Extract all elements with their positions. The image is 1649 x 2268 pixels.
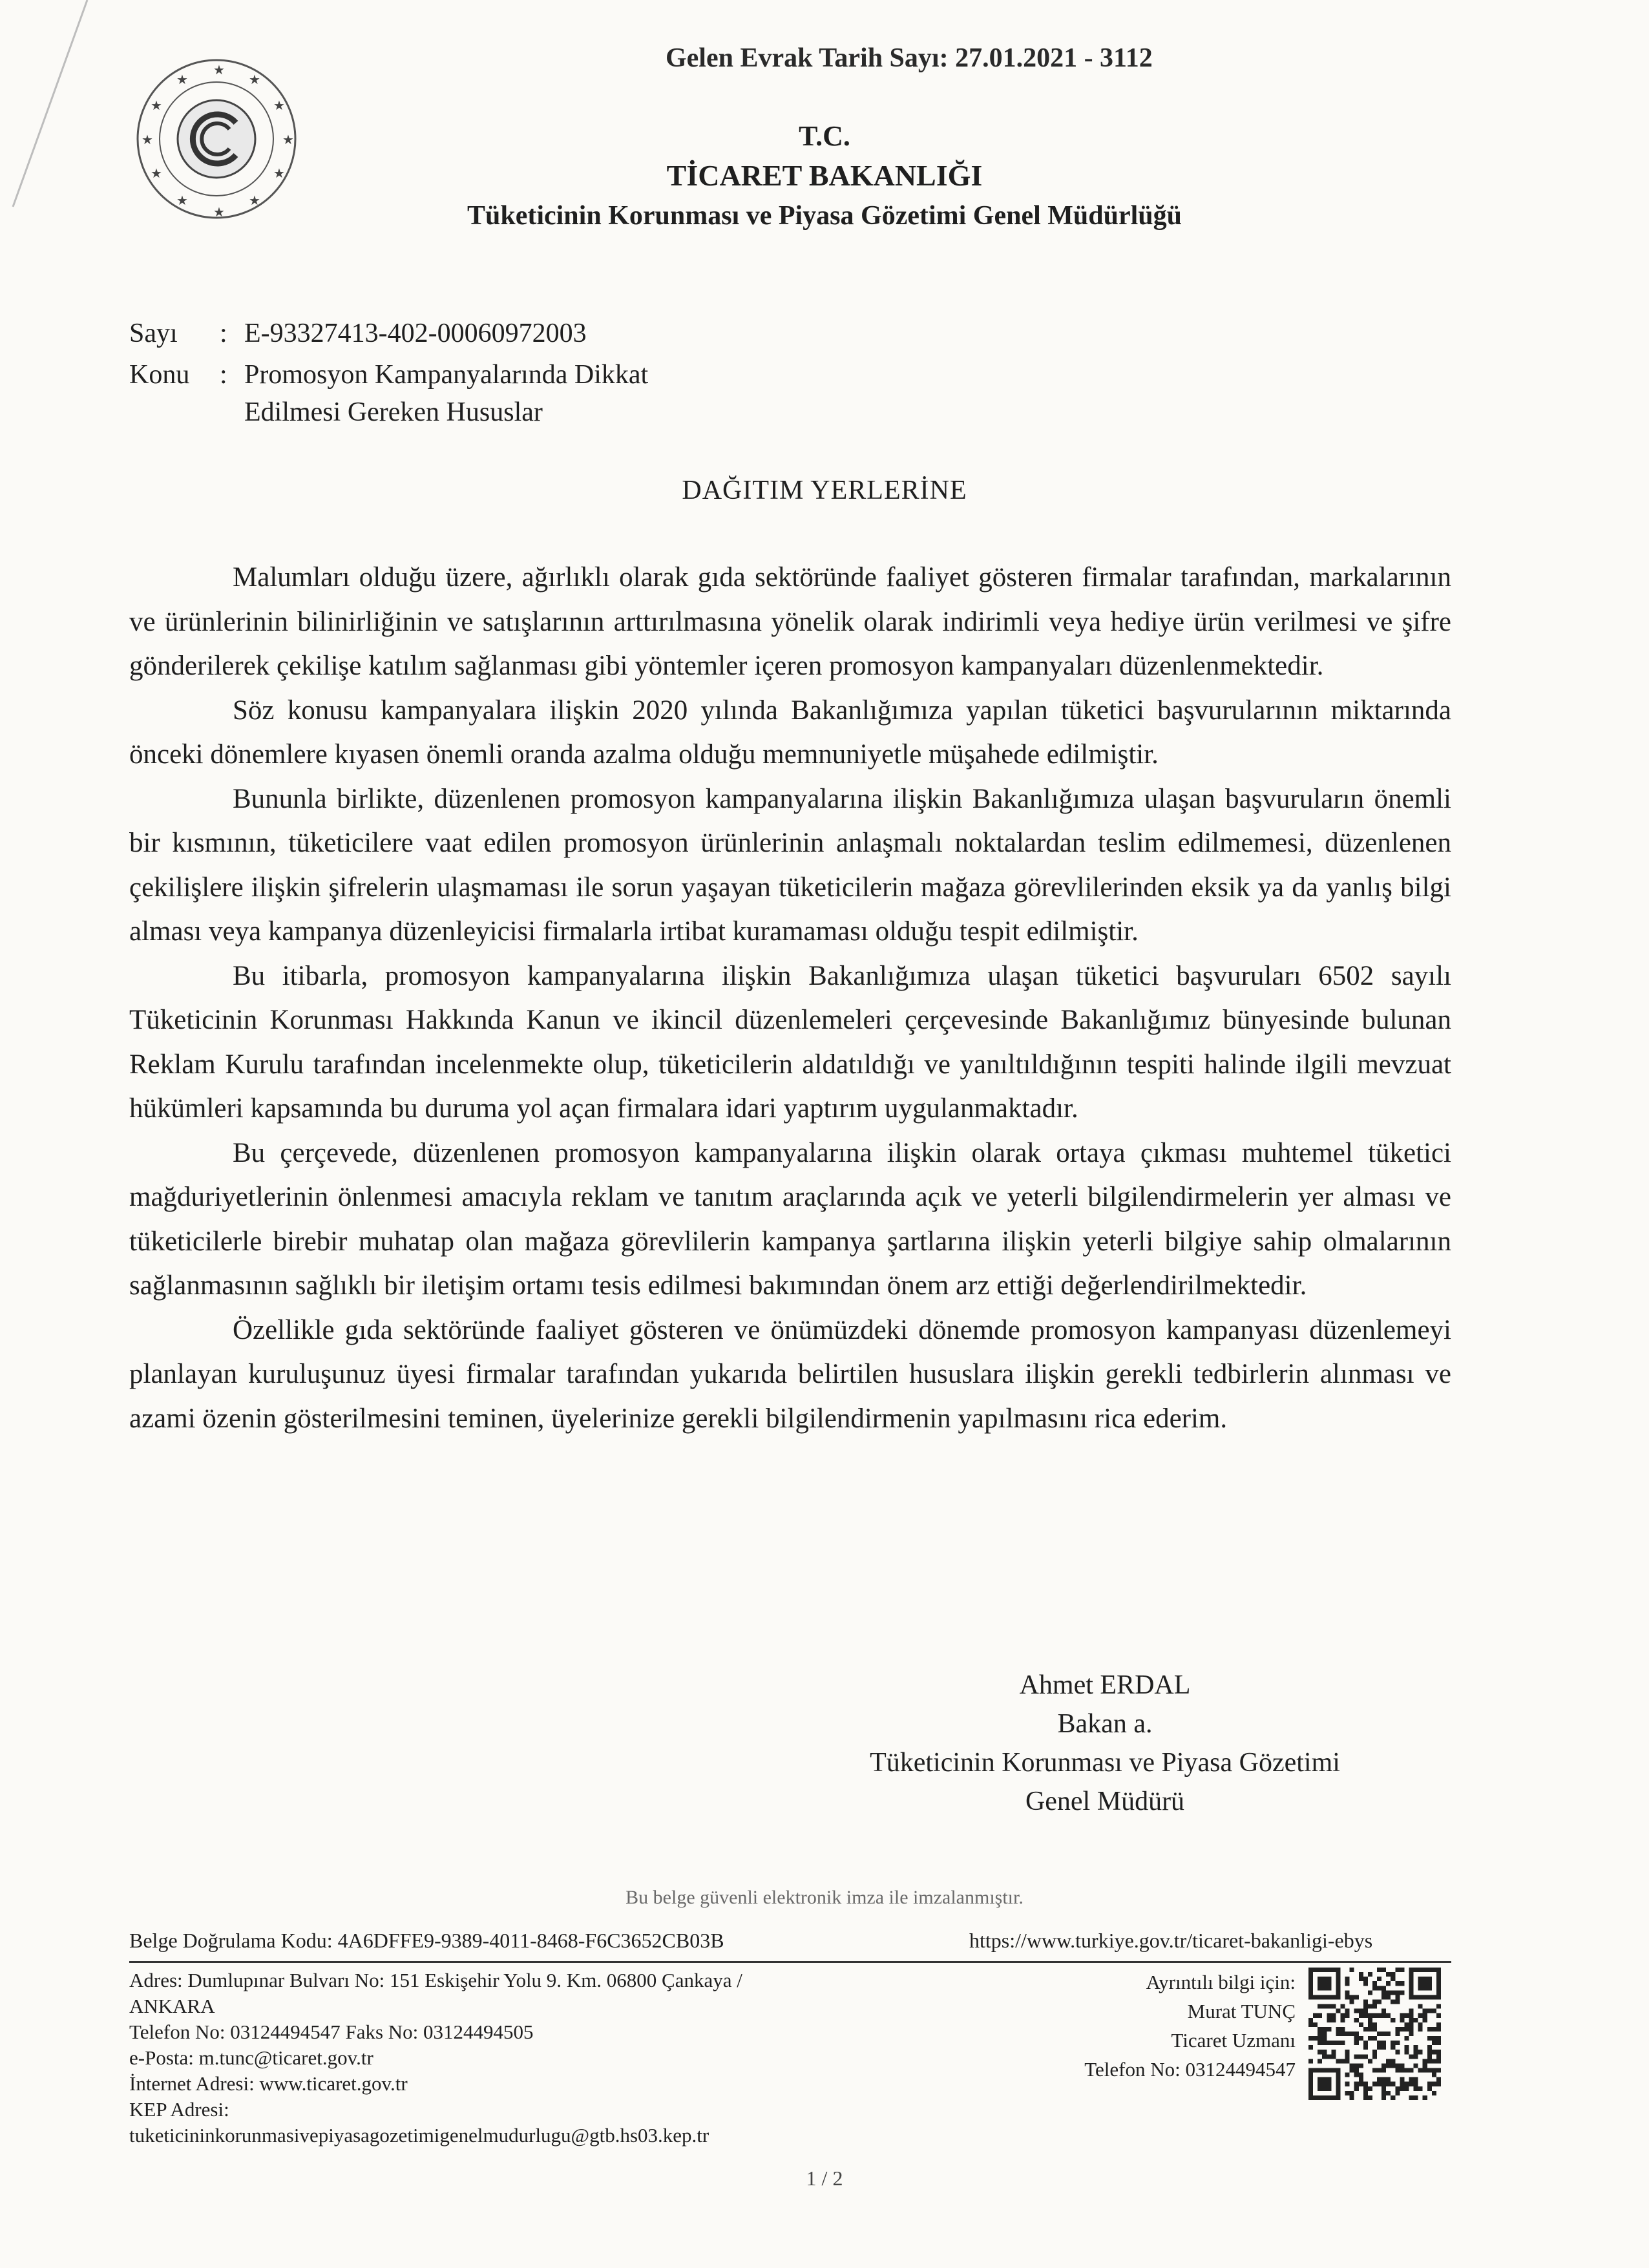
info-phone: Telefon No: 03124494547	[1084, 2058, 1296, 2081]
svg-text:★: ★	[176, 72, 188, 87]
info-label: Ayrıntılı bilgi için:	[1146, 1971, 1296, 1993]
kep-address[interactable]: tuketicininkorunmasivepiyasagozetimigenelmudurlugu@gtb.hs03.kep.tr	[129, 2124, 709, 2147]
body-paragraph: Bununla birlikte, düzenlenen promosyon kampanyalarına ilişkin Bakanlığımıza ulaşan başvuruların önemli bir kısmının, tüketicilere vaat edilen promosyon ürünlerinin anlaşmalı noktalardan teslim edilmemesi, düzenlenen çekilişlere ilişkin şifrelerin ulaşmaması ile sorun yaşayan tüketicilerin mağaza görevlilerinden eksik ya da yanlış bilgi alması veya kampanya düzenleyicisi firmalarla irtibat kuramaması olduğu tespit edilmiştir.	[129, 783, 1451, 947]
body-paragraph: Söz konusu kampanyalara ilişkin 2020 yılında Bakanlığımıza yapılan tüketici başvurularının miktarında önceki dönemlere kıyasen önemli oranda azalma olduğu memnuniyetle müşahede edilmiştir.	[129, 695, 1451, 770]
signatory-title-line-2: Genel Müdürü	[1025, 1787, 1185, 1816]
svg-text:★: ★	[176, 193, 188, 208]
verification-url[interactable]: https://www.turkiye.gov.tr/ticaret-bakanligi-ebys	[969, 1929, 1373, 1952]
qr-code-icon	[1308, 1968, 1441, 2100]
svg-text:★: ★	[213, 62, 225, 78]
body-paragraph: Özellikle gıda sektöründe faaliyet gösteren ve önümüzdeki dönemde promosyon kampanyası düzenlemeyi planlayan kuruluşunuz üyesi firmalar tarafından yukarıda belirtilen hususlara ilişkin gerekli tedbirlerin alınması ve azami özenin gösterilmesini teminen, üyelerinize gerekli bilgilendirmenin yapılmasını rica ederim.	[129, 1314, 1451, 1434]
phone-fax: Telefon No: 03124494547 Faks No: 03124494505	[129, 2021, 534, 2043]
svg-text:★: ★	[273, 165, 285, 181]
signatory-title-line-1: Tüketicinin Korunması ve Piyasa Gözetimi	[870, 1748, 1340, 1778]
number-label: Sayı	[129, 319, 178, 348]
svg-text:★: ★	[249, 72, 260, 87]
letter-body	[129, 556, 1451, 1441]
number-separator: :	[220, 319, 227, 348]
ministry-heading: TİCARET BAKANLIĞI	[666, 159, 983, 192]
republic-heading: T.C.	[799, 120, 850, 152]
address-line-1: Adres: Dumlupınar Bulvarı No: 151 Eskişehir Yolu 9. Km. 06800 Çankaya /	[129, 1969, 742, 1991]
distribution-heading: DAĞITIM YERLERİNE	[682, 476, 967, 505]
page-number: 1 / 2	[806, 2167, 843, 2190]
body-paragraph: Bu çerçevede, düzenlenen promosyon kampanyalarına ilişkin olarak ortaya çıkması muhtemel tüketici mağduriyetlerinin önlenmesi amacıyla reklam ve tanıtım araçlarında açık ve yeterli bilgilendirmelerin yer alması ve tüketicilerle birebir muhatap olan mağaza görevlilerin kampanya şartlarına ilişkin yeterli bilgiye sahip olmalarının sağlanmasının sağlıklı bir iletişim ortamı tesis edilmesi bakımından önem arz ettiği değerlendirilmektedir.	[129, 1137, 1451, 1301]
subject-line-1: Promosyon Kampanyalarında Dikkat	[244, 360, 649, 390]
info-name: Murat TUNÇ	[1187, 2000, 1296, 2022]
svg-text:★: ★	[151, 98, 162, 113]
email-address[interactable]: e-Posta: m.tunc@ticaret.gov.tr	[129, 2046, 373, 2069]
info-title: Ticaret Uzmanı	[1171, 2029, 1296, 2052]
subject-label: Konu	[129, 360, 190, 390]
directorate-heading: Tüketicinin Korunması ve Piyasa Gözetimi Genel Müdürlüğü	[467, 201, 1182, 231]
signatory-on-behalf: Bakan a.	[1057, 1709, 1153, 1739]
svg-text:★: ★	[282, 132, 294, 147]
subject-separator: :	[220, 360, 227, 390]
body-paragraph: Bu itibarla, promosyon kampanyalarına ilişkin Bakanlığımıza ulaşan tüketici başvuruları 6502 sayılı Tüketicinin Korunması Hakkında Kanun ve ikincil düzenlemeleri çerçevesinde Bakanlığımız bünyesinde bulunan Reklam Kurulu tarafından incelenmekte olup, tüketicilerin aldatıldığı ve yanıltıldığının tespiti halinde ilgili mevzuat hükümleri kapsamında bu duruma yol açan firmalara idari yaptırım uygulanmaktadır.	[129, 960, 1451, 1124]
incoming-document-stamp: Gelen Evrak Tarih Sayı: 27.01.2021 - 3112	[666, 43, 1153, 73]
svg-text:★: ★	[142, 132, 153, 147]
e-signature-note: Bu belge güvenli elektronik imza ile imzalanmıştır.	[625, 1887, 1024, 1908]
footer-divider	[129, 1961, 1451, 1963]
svg-text:★: ★	[249, 193, 260, 208]
body-paragraph: Malumları olduğu üzere, ağırlıklı olarak gıda sektöründe faaliyet gösteren firmalar tarafından, markalarının ve ürünlerinin bilinirliğinin ve satışlarının arttırılmasına yönelik olarak indirimli veya hediye ürün verilmesi ve şifre gönderilerek çekilişe katılım sağlanması gibi yöntemler içeren promosyon kampanyaları düzenlenmektedir.	[129, 562, 1451, 681]
number-value: E-93327413-402-00060972003	[244, 319, 587, 348]
address-line-2: ANKARA	[129, 1995, 215, 2017]
contact-block	[129, 1968, 905, 2148]
svg-text:★: ★	[151, 165, 162, 181]
verification-code: Belge Doğrulama Kodu: 4A6DFFE9-9389-4011-8468-F6C3652CB03B	[129, 1929, 724, 1952]
kep-label: KEP Adresi:	[129, 2098, 229, 2121]
signatory-name: Ahmet ERDAL	[1019, 1670, 1191, 1700]
svg-text:★: ★	[213, 204, 225, 220]
subject-line-2: Edilmesi Gereken Hususlar	[244, 397, 543, 427]
detail-info-block	[1008, 1968, 1296, 2084]
website-address[interactable]: İnternet Adresi: www.ticaret.gov.tr	[129, 2072, 408, 2095]
signature-block	[775, 1666, 1434, 1821]
svg-text:★: ★	[273, 98, 285, 113]
